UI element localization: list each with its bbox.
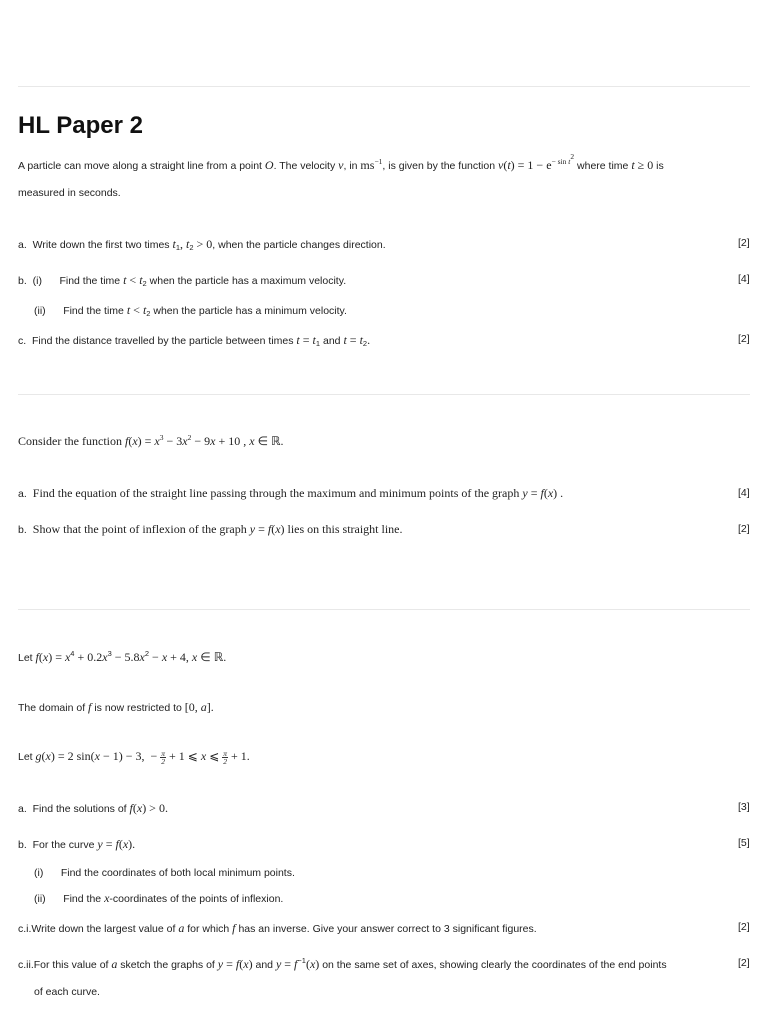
q1-intro: A particle can move along a straight line from a point O. The velocity v, in $ms^{-1}$, is given by the function $v(t) = 1 - e^{- sin t^2}$ where time t ≥ 0 is	[18, 152, 664, 172]
q3-c-i-marks: [2]	[738, 921, 750, 933]
q3-part-b-i: (i) Find the coordinates of both local minimum points.	[34, 867, 295, 879]
q3-part-c-ii: c.ii.For this value of a sketch the graphs of y = f(x) and $y = f^{-1}(x)$ on the same set of axes, showing clearly the coordinates of the end points	[18, 956, 667, 971]
q3-part-a: a. Find the solutions of f(x) > 0.	[18, 801, 168, 815]
q2-b-marks: [2]	[738, 523, 750, 535]
divider-q2-q3	[18, 609, 750, 610]
q2-a-marks: [4]	[738, 487, 750, 499]
q1-a-marks: [2]	[738, 237, 750, 249]
divider-q1-q2	[18, 394, 750, 395]
q1-part-b-ii: (ii) Find the time $t < t_2$ when the particle has a minimum velocity.	[34, 303, 347, 318]
q3-let-g: Let g(x) = 2 sin(x − 1) − 3, − $\frac{\pi}{2}$ + 1 ⩽ x ⩽ $\frac{\pi}{2}$ + 1.	[18, 748, 250, 766]
q3-part-c-ii-line2: of each curve.	[34, 986, 100, 998]
q3-part-b: b. For the curve y = f(x).	[18, 837, 136, 851]
page-title: HL Paper 2	[18, 112, 143, 139]
q1-part-a: a. Write down the first two times $t_1$, $t_2 > 0$, when the particle changes direction.	[18, 237, 386, 252]
q2-intro: Consider the function $f(x) = x^3 - 3x^2 - 9x + 10$ , x ∈ ℝ.	[18, 433, 284, 448]
q3-let-f: Let $f(x) = x^4 + 0.2x^3 - 5.8x^2 - x + 4$, x ∈ ℝ.	[18, 649, 227, 664]
q3-a-marks: [3]	[738, 801, 750, 813]
q1-part-c: c. Find the distance travelled by the particle between times $t = t_1$ and $t = t_2$.	[18, 333, 371, 348]
q3-part-b-ii: (ii) Find the x-coordinates of the points of inflexion.	[34, 891, 284, 905]
q1-c-marks: [2]	[738, 333, 750, 345]
q1-b-marks: [4]	[738, 273, 750, 285]
q1-part-b-i: b. (i) Find the time $t < t_2$ when the particle has a maximum velocity.	[18, 273, 347, 288]
q3-c-ii-marks: [2]	[738, 957, 750, 969]
q3-part-c-i: c.i.Write down the largest value of a for which f has an inverse. Give your answer correct to 3 significant figures.	[18, 921, 537, 935]
q2-part-b: b. Show that the point of inflexion of the graph y = f(x) lies on this straight line.	[18, 522, 403, 536]
q3-domain: The domain of f is now restricted to [0, a].	[18, 700, 214, 714]
q1-intro-line2: measured in seconds.	[18, 187, 121, 199]
q2-part-a: a. Find the equation of the straight line passing through the maximum and minimum points of the graph y = f(x) .	[18, 486, 564, 500]
divider-top	[18, 86, 750, 87]
q3-b-marks: [5]	[738, 837, 750, 849]
